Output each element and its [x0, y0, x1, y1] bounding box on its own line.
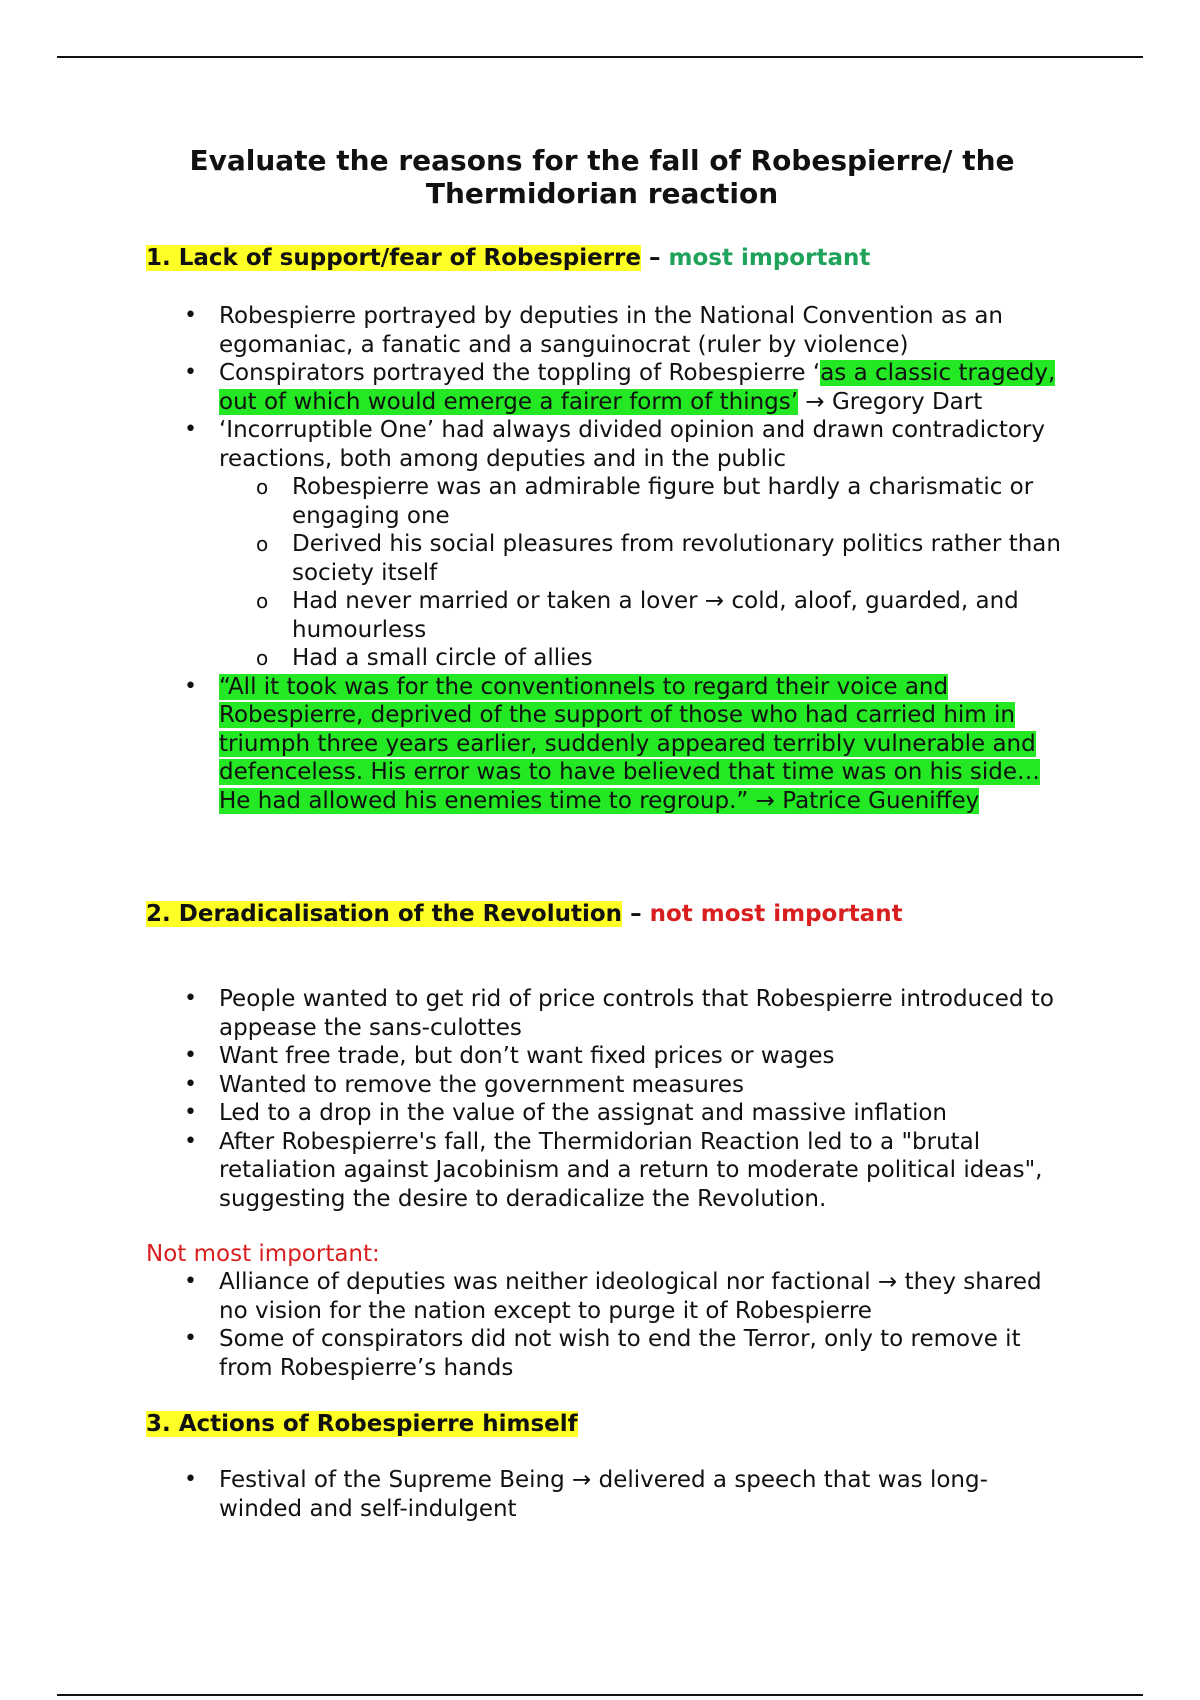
bullet-marker: • [184, 1326, 197, 1351]
sub-bullet-text: Had a small circle of allies [292, 645, 593, 671]
list-item [146, 1128, 1066, 1214]
sub-list-item [219, 473, 1066, 530]
bullet-marker: • [184, 1071, 197, 1097]
section-1-importance-tag: most important [668, 245, 871, 271]
bullet-text: Want free trade, but don’t want fixed prices or wages [219, 1043, 835, 1069]
list-item [146, 1325, 1066, 1382]
bullet-marker: • [184, 1128, 197, 1154]
section-2-separator: – [630, 901, 642, 927]
bullet-text: Robespierre portrayed by deputies in the National Convention as an egomaniac, a fanatic and a sanguinocrat (ruler by violence) [219, 303, 1003, 358]
highlighted-quote: as a classic tragedy, out of which would emerge a fairer form of things’ [219, 360, 1056, 415]
bullet-text: Festival of the Supreme Being [219, 1467, 565, 1493]
list-item [146, 1042, 1066, 1071]
sub-bullet-text: Robespierre was an admirable figure but hardly a charismatic or engaging one [292, 474, 1034, 529]
section-2-heading [146, 900, 903, 928]
bullet-marker: • [184, 1269, 197, 1294]
quote-text: “All it took was for the conventionnels to regard their voice and Robespierre, deprived of the support of those who had carried him in triumph three years earlier, suddenly appeared terribly vulnerable and defenceless. His error was to have believed that time was on his side… He had allowed his enemies time to regroup.” [219, 673, 1041, 814]
list-item [146, 1071, 1066, 1100]
section-2-bullet-list [146, 985, 1066, 1213]
bullet-text: Some of conspirators did not wish to end the Terror, only to remove it from Robespierre’s hands [219, 1326, 1021, 1381]
bullet-text: People wanted to get rid of price controls that Robespierre introduced to appease the sans-culottes [219, 986, 1054, 1041]
sub-bullet-marker: o [256, 646, 269, 670]
section-1-heading [146, 244, 870, 272]
bullet-marker: • [184, 1467, 197, 1492]
sub-bullet-text: cold, aloof, guarded, and humourless [292, 588, 1019, 643]
sub-list-item [219, 644, 1066, 673]
bullet-text: Conspirators portrayed the toppling of Robespierre ‘ [219, 360, 821, 386]
list-item [146, 1268, 1066, 1325]
arrow-icon: → [877, 1269, 898, 1295]
list-item [146, 673, 1066, 816]
section-3-bullet-list [146, 1466, 1066, 1523]
section-1-separator: – [649, 245, 661, 271]
bullet-marker: • [184, 986, 197, 1011]
highlighted-quote [219, 674, 1040, 814]
list-item [146, 302, 1066, 359]
sub-bullet-list [219, 473, 1066, 673]
quote-author: Gregory Dart [831, 388, 983, 415]
sub-bullet-marker: o [256, 532, 269, 556]
bullet-marker: • [184, 1100, 197, 1125]
arrow-icon: → [755, 787, 775, 814]
arrow-icon: → [572, 1467, 592, 1493]
section-3-heading [146, 1410, 578, 1438]
bullet-marker: • [184, 673, 197, 699]
list-item [146, 359, 1066, 416]
bullet-text: ‘Incorruptible One’ had always divided opinion and drawn contradictory reactions, both among deputies and in the public [219, 417, 1045, 472]
sub-bullet-text: Derived his social pleasures from revolutionary politics rather than society itself [292, 531, 1061, 586]
bullet-text: Alliance of deputies was neither ideological nor factional [219, 1269, 871, 1295]
bullet-text: After Robespierre's fall, the Thermidorian Reaction led to a "brutal retaliation against Jacobinism and a return to moderate political ideas", suggesting the desire to deradicalize the Revolution. [219, 1128, 1043, 1212]
list-item [146, 1466, 1066, 1523]
bullet-marker: • [184, 1043, 197, 1068]
bullet-text: Led to a drop in the value of the assignat and massive inflation [219, 1100, 947, 1126]
bullet-text: they shared no vision for the nation except to purge it of Robespierre [219, 1269, 1042, 1324]
footer-rule [57, 1694, 1143, 1696]
sub-list-item [219, 587, 1066, 644]
header-rule [57, 56, 1143, 58]
list-item [146, 416, 1066, 673]
list-item [146, 985, 1066, 1042]
arrow-icon: → [704, 588, 725, 614]
not-most-important-list [146, 1268, 1066, 1382]
arrow-icon: → [805, 388, 825, 415]
section-3-title: 3. Actions of Robespierre himself [146, 1411, 578, 1437]
section-2-title: 2. Deradicalisation of the Revolution [146, 901, 623, 927]
sub-list-item [219, 530, 1066, 587]
bullet-marker: • [184, 360, 197, 385]
section-1-title: 1. Lack of support/fear of Robespierre [146, 245, 641, 271]
section-1-bullet-list [146, 302, 1066, 815]
section-2-importance-tag: not most important [649, 901, 903, 927]
bullet-marker: • [184, 417, 197, 442]
sub-bullet-marker: o [256, 589, 269, 613]
sub-bullet-marker: o [256, 475, 269, 499]
page-title: Evaluate the reasons for the fall of Robespierre/ the Thermidorian reaction [189, 144, 1015, 210]
list-item [146, 1099, 1066, 1128]
not-most-important-label: Not most important: [146, 1241, 380, 1267]
bullet-text: Wanted to remove the government measures [219, 1071, 744, 1098]
bullet-text: delivered a speech that was long-winded and self-indulgent [219, 1467, 988, 1522]
bullet-marker: • [184, 303, 197, 328]
quote-author: Patrice Gueniffey [782, 787, 980, 814]
sub-bullet-text: Had never married or taken a lover [292, 588, 698, 614]
